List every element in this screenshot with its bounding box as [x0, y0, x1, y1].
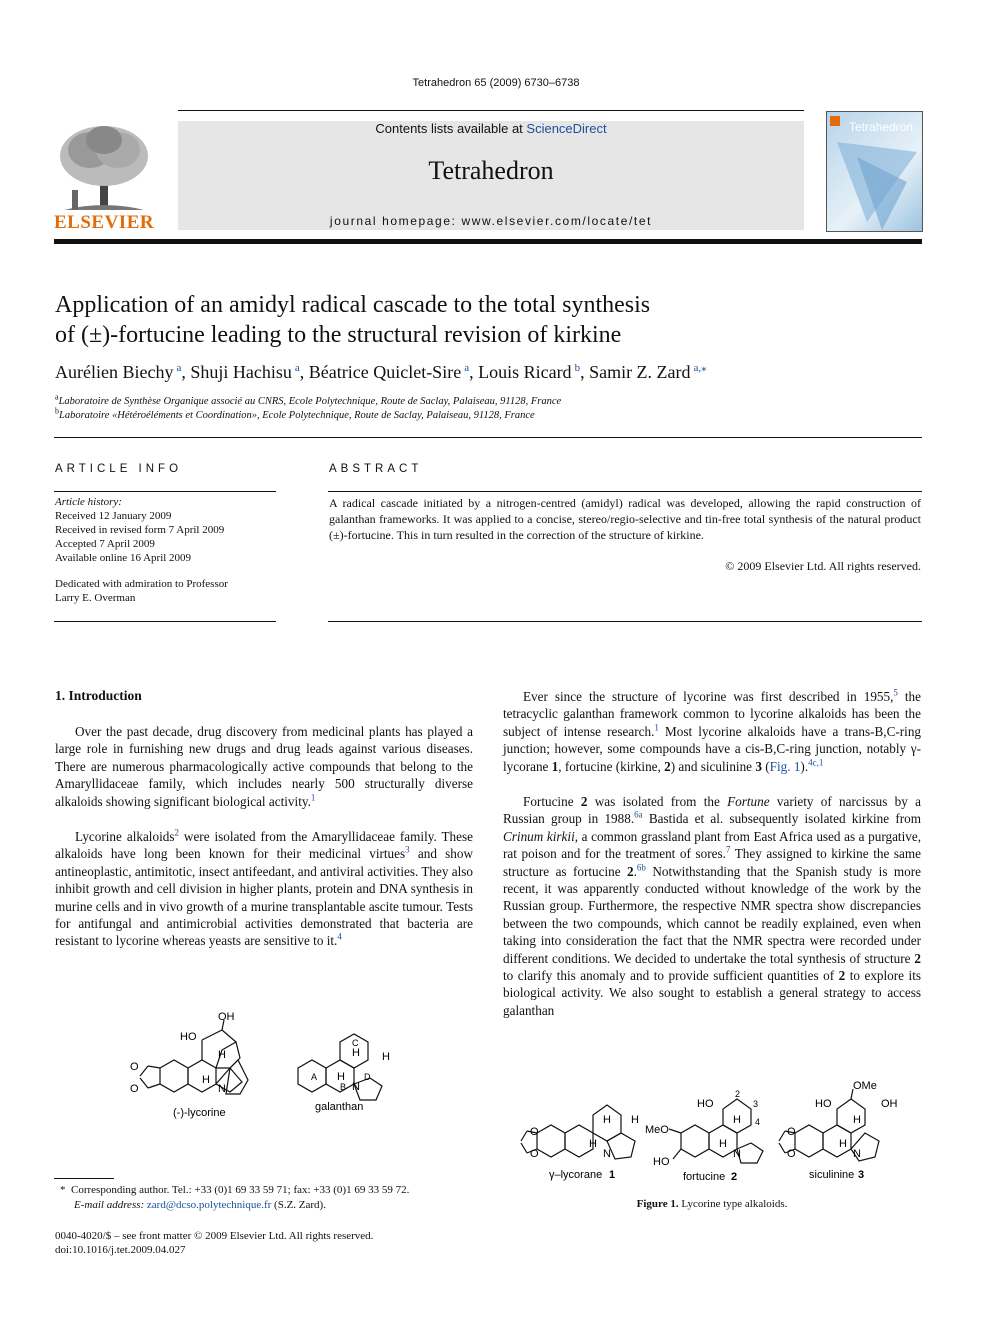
svg-text:O: O: [130, 1083, 139, 1095]
article-info-heading: ARTICLE INFO: [55, 463, 183, 475]
svg-text:O: O: [530, 1126, 539, 1138]
svg-text:HO: HO: [653, 1156, 670, 1168]
abstract-heading: ABSTRACT: [329, 463, 423, 475]
intro-paragraph-2: Lycorine alkaloids$^2$ were isolated from the Amaryllidaceae family. These alkaloids have long been known for their medicinal virtues$^3$ and show antineoplastic, antimitotic, insect antifeedant, and antiviral activities. They also inhibit growth and cell division in higher plants, protein and DNA synthesis in murine cells and in vivo growth of a murine transplantable ascite tumour. Tests for antifungal and antimicrobial activities demonstrated that bacteria are resistant to lycorine whereas yeasts are sensitive to it.$^4$: [55, 827, 473, 949]
svg-text:3: 3: [858, 1169, 865, 1181]
journal-name: Tetrahedron: [428, 156, 554, 185]
svg-text:O: O: [787, 1148, 796, 1160]
svg-text:H: H: [382, 1051, 390, 1063]
contents-prefix: Contents lists available at: [375, 121, 527, 136]
article-title: [55, 290, 650, 350]
affiliation-b: $^b$Laboratoire «Hétéroéléments et Coordination», Ecole Polytechnique, Route de Saclay, Palaiseau, 91128, France: [55, 406, 535, 421]
svg-text:siculinine: siculinine: [809, 1169, 855, 1181]
svg-text:OH: OH: [881, 1098, 898, 1110]
svg-text:fortucine: fortucine: [683, 1171, 726, 1183]
footnote-email: E-mail address: zard@dcso.polytechnique.fr (S.Z. Zard).: [74, 1199, 326, 1211]
masthead-thick-rule: [54, 239, 922, 244]
svg-text:H: H: [337, 1071, 345, 1083]
svg-text:OH: OH: [218, 1011, 235, 1023]
svg-text:H: H: [631, 1114, 639, 1126]
sciencedirect-link[interactable]: ScienceDirect: [526, 121, 607, 136]
svg-text:C: C: [352, 1038, 359, 1048]
email-link[interactable]: zard@dcso.polytechnique.fr: [146, 1199, 272, 1211]
svg-text:HO: HO: [697, 1098, 714, 1110]
svg-text:4: 4: [755, 1117, 761, 1127]
footnote: [60, 1183, 480, 1213]
footnote-corresponding: * Corresponding author. Tel.: +33 (0)1 69 33 59 71; fax: +33 (0)1 69 33 59 72.: [60, 1184, 410, 1196]
svg-text:H: H: [603, 1114, 611, 1126]
svg-text:N: N: [352, 1081, 360, 1093]
svg-text:1: 1: [609, 1169, 616, 1181]
article-info-rule: [54, 491, 276, 492]
article-history: Article history: Received 12 January 2009 Received in revised form 7 April 2009 Accepted 7 April 2009 Available online 16 April 2009 Dedicated with admiration to Professor Larry E. Overman: [55, 496, 228, 604]
masthead-top-rule: [178, 110, 804, 111]
svg-text:O: O: [530, 1148, 539, 1160]
svg-text:B: B: [340, 1082, 347, 1092]
author-3[interactable]: Béatrice Quiclet-Sire $^a$: [308, 362, 470, 382]
svg-text:D: D: [364, 1072, 371, 1082]
author-1[interactable]: Aurélien Biechy $^a$: [55, 362, 182, 382]
abstract-copyright: © 2009 Elsevier Ltd. All rights reserved.: [725, 559, 921, 573]
section-1-heading: 1. Introduction: [55, 688, 142, 703]
article-info-bottom-rule: [54, 621, 276, 622]
author-5[interactable]: Samir Z. Zard $^{a,⁎}$: [589, 362, 707, 382]
right-paragraph-2: Fortucine 2 was isolated from the Fortune variety of narcissus by a Russian group in 1988.$^{6a}$ Bastida et al. subsequently isolated kirkine from Crinum kirkii, a common grassland plant from East Africa used as a purgative, rat poison and for the treatment of sores.$^7$ They assigned to kirkine the same structure as fortucine 2.$^{6b}$ Notwithstanding that the Spanish study is more recent, it was apparently conducted without knowledge of the work by the Russian group. Furthermore, the respective NMR spectra show discrepancies between the two compounds, which cannot be readily explained, even when taking into consideration the fact that the NMR spectra were recorded under different conditions. We decided to undertake the total synthesis of structure 2 to clarify this anomaly and to provide sufficient quantities of 2 to explore its biological activity. We also sought to establish a general strategy to access galanthan: [503, 794, 922, 1018]
author-2[interactable]: Shuji Hachisu $^a$: [190, 362, 300, 382]
svg-text:H: H: [352, 1047, 360, 1059]
svg-text:(-)-lycorine: (-)-lycorine: [173, 1107, 226, 1119]
title-line-2: of (±)-fortucine leading to the structural revision of kirkine: [55, 322, 622, 348]
cover-title: Tetrahedron: [849, 120, 914, 134]
journal-cover: [826, 111, 923, 232]
svg-text:OMe: OMe: [853, 1080, 877, 1092]
figure-1-caption: Figure 1. Lycorine type alkaloids.: [636, 1198, 788, 1210]
elsevier-logo: [54, 120, 154, 232]
elsevier-wordmark: ELSEVIER: [54, 212, 155, 233]
svg-text:3: 3: [753, 1099, 759, 1109]
svg-text:HO: HO: [815, 1098, 832, 1110]
author-4[interactable]: Louis Ricard $^b$: [478, 362, 581, 382]
svg-text:2: 2: [735, 1089, 741, 1099]
svg-text:H: H: [218, 1049, 226, 1061]
svg-text:N: N: [218, 1083, 226, 1095]
fig-1-link[interactable]: Fig. 1: [769, 758, 801, 774]
svg-text:galanthan: galanthan: [315, 1101, 364, 1113]
affiliations: [55, 392, 562, 423]
affiliation-a: $^a$Laboratoire de Synthèse Organique associé au CNRS, Ecole Polytechnique, Route de Saclay, Palaiseau, 91128, France: [55, 392, 562, 407]
running-head: Tetrahedron 65 (2009) 6730–6738: [412, 77, 580, 89]
svg-text:2: 2: [731, 1171, 738, 1183]
svg-text:H: H: [202, 1074, 210, 1086]
svg-text:MeO: MeO: [645, 1124, 669, 1136]
authors: Aurélien Biechy $^a$, Shuji Hachisu $^a$, Béatrice Quiclet-Sire $^a$, Louis Ricard $^b$, Samir Z. Zard $^{a,⁎}$: [55, 362, 707, 382]
abstract-text: A radical cascade initiated by a nitrogen-centred (amidyl) radical was developed, allowing the rapid construction of galanthan frameworks. It was applied to a concise, stereo/regio-selective and tin-free total synthesis of the natural product (±)-fortucine. This in turn resulted in the correction of the structure of kirkine.: [329, 496, 921, 542]
intro-paragraph-1: Over the past decade, drug discovery from medicinal plants has played a large role in furnishing new drugs and drug leads against various diseases. There are numerous pharmacologically active compounds that belong to the Amaryllidaceae family, which includes nearly 500 structurally diverse alkaloids showing significant biological activity.$^1$: [55, 724, 473, 809]
footnote-rule: [54, 1178, 114, 1179]
title-line-1: Application of an amidyl radical cascade to the total synthesis: [55, 292, 651, 318]
svg-text:N: N: [603, 1148, 611, 1160]
contents-line: [178, 121, 804, 136]
svg-text:O: O: [787, 1126, 796, 1138]
svg-text:O: O: [130, 1061, 139, 1073]
svg-text:N: N: [853, 1148, 861, 1160]
svg-text:N: N: [733, 1148, 741, 1160]
svg-text:HO: HO: [180, 1031, 197, 1043]
figure-1-structures: [515, 1075, 915, 1187]
svg-text:H: H: [853, 1114, 861, 1126]
svg-text:γ–lycorane: γ–lycorane: [549, 1169, 603, 1181]
abstract-rule: [328, 491, 922, 492]
svg-text:H: H: [719, 1138, 727, 1150]
svg-text:A: A: [311, 1072, 318, 1082]
svg-text:H: H: [839, 1138, 847, 1150]
lycorine-galanthan-structures: [130, 1010, 410, 1125]
fortucine-structure: [669, 1099, 763, 1163]
svg-text:H: H: [733, 1114, 741, 1126]
abstract-bottom-rule: [328, 621, 922, 622]
journal-homepage[interactable]: journal homepage: www.elsevier.com/locate/tet: [329, 214, 653, 228]
svg-text:H: H: [589, 1138, 597, 1150]
doi[interactable]: doi:10.1016/j.tet.2009.04.027: [55, 1244, 186, 1256]
header-bottom-rule: [54, 437, 922, 438]
front-matter: 0040-4020/$ – see front matter © 2009 Elsevier Ltd. All rights reserved. doi:10.1016/j.tet.2009.04.027: [55, 1230, 374, 1256]
right-paragraph-1: Ever since the structure of lycorine was first described in 1955,$^5$ the tetracyclic galanthan framework common to lycorine alkaloids has been the subject of intense research.$^1$ Most lycorine alkaloids have a trans-B,C-ring junction; however, some compounds have a cis-B,C-ring junction, notably γ-lycorane 1, fortucine (kirkine, 2) and siculinine 3 (Fig. 1).$^{4c,1}$: [503, 687, 922, 774]
elsevier-tree-icon: [54, 120, 154, 216]
